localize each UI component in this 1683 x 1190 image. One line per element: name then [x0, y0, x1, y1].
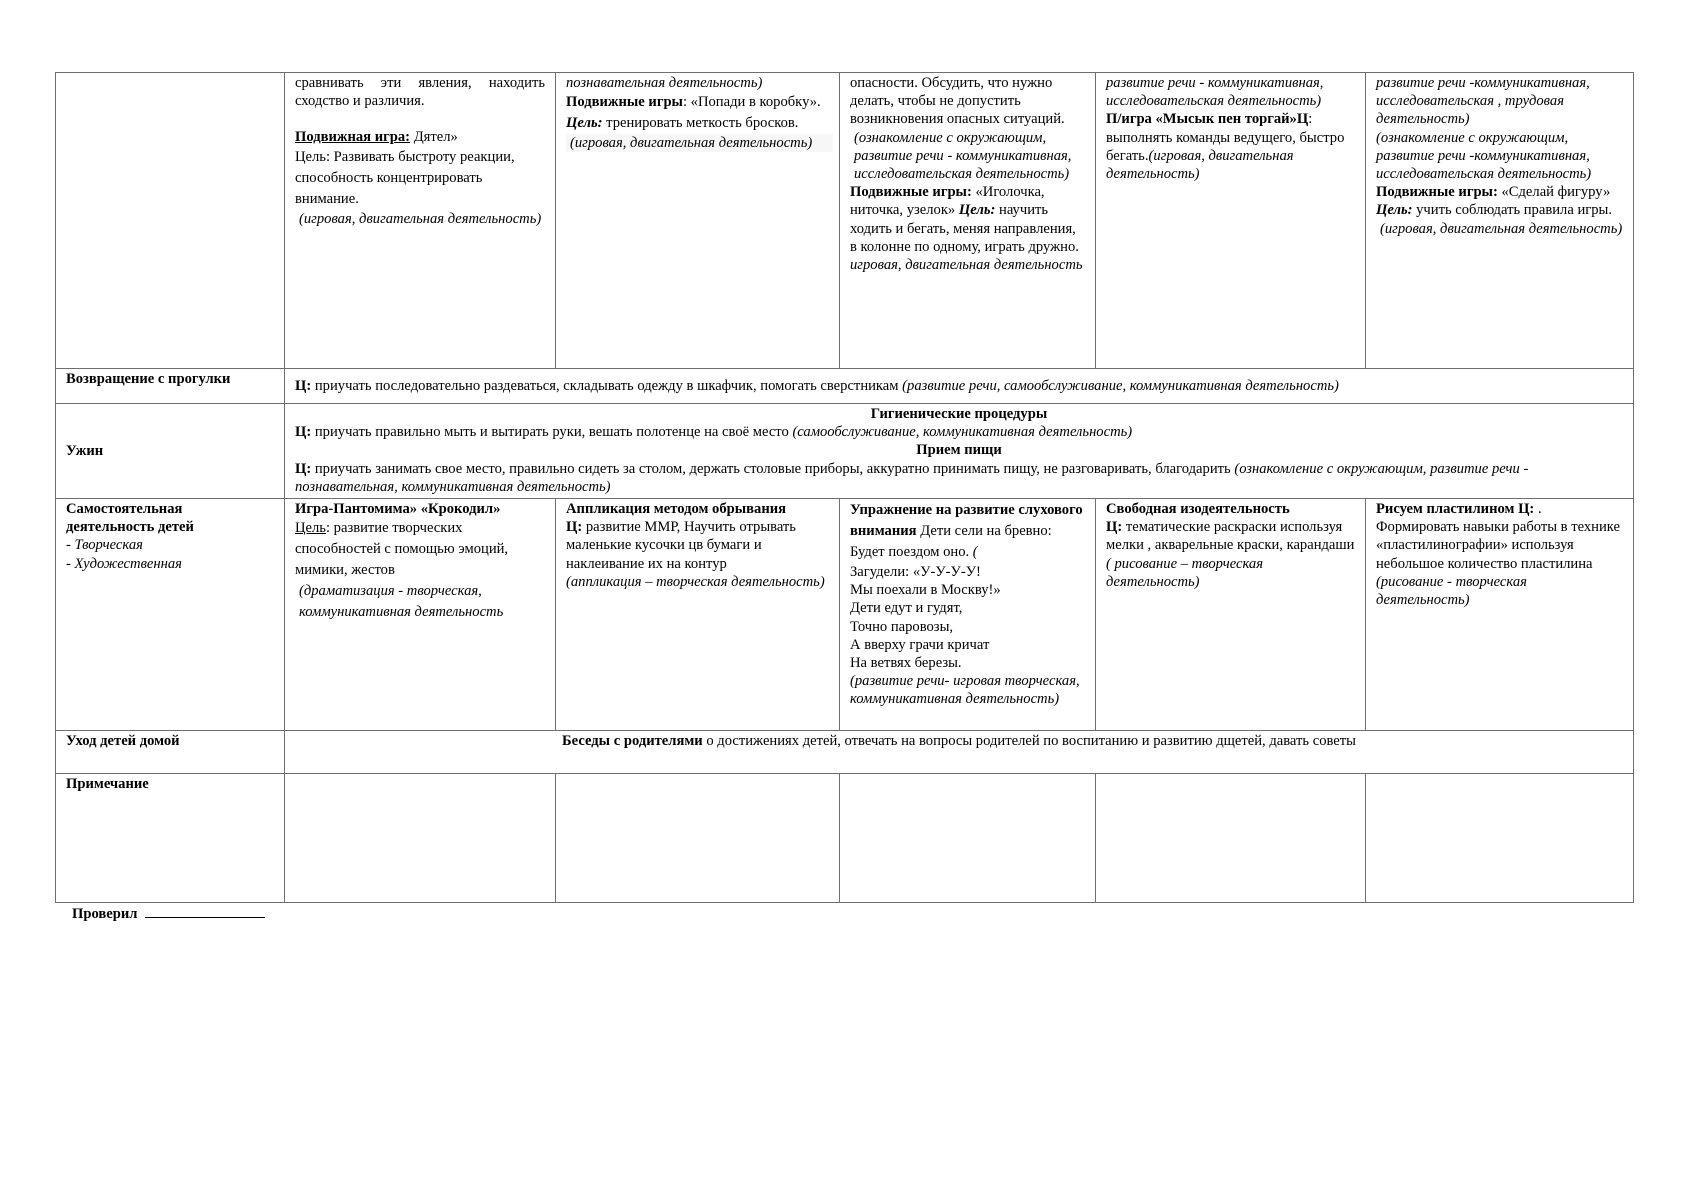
- dinner-cell: [285, 404, 1634, 499]
- ind-2-note: (драматизация - творческая, коммуникативная деятельность: [299, 583, 504, 621]
- notes-cell-2: [285, 774, 556, 903]
- walk-row: [56, 73, 1634, 369]
- notes-cell-4: [840, 774, 1096, 903]
- walk-3-games: [566, 92, 829, 113]
- ind-2-goal-label: Цель: [295, 520, 326, 537]
- walk-cell-3: [556, 73, 840, 369]
- ind-3-note: (аппликация – творческая деятельность): [566, 573, 825, 590]
- signature-line: [145, 903, 265, 918]
- independent-cell-5: [1096, 499, 1366, 731]
- return-c-label: Ц:: [295, 378, 312, 395]
- dinner-heading-hygiene: Гигиенические процедуры: [870, 406, 1048, 422]
- walk-4-text: опасности. Обсудить, что нужно делать, чтобы не допустить возникновения опасных ситуаций.: [850, 75, 1065, 128]
- return-note: (развитие речи, самообслуживание, коммуникативная деятельность): [902, 378, 1339, 395]
- ind-3-title: Аппликация методом обрывания: [566, 501, 787, 517]
- ind-6-text-body: Формировать навыки работы в технике «пластилинографии» используя небольшое количество пластилина: [1376, 519, 1621, 572]
- walk-4-games-label: Подвижные игры:: [850, 184, 972, 201]
- return-cell: [285, 369, 1634, 404]
- ind-4-poem-3: Дети едут и гудят,: [850, 600, 963, 617]
- dinner-meal-text: [295, 460, 1623, 496]
- leave-label: Уход детей домой: [56, 731, 285, 774]
- ind-6-title-tail: .: [1534, 501, 1542, 517]
- ind-6-text: [1376, 518, 1623, 609]
- walk-6-games-label: Подвижные игры:: [1376, 184, 1498, 201]
- walk-6-goal-label: Цель:: [1376, 202, 1413, 219]
- notes-row: [56, 774, 1634, 903]
- dinner-heading-meal: Прием пищи: [916, 442, 1002, 459]
- walk-4-games-name: «Иголочка, ниточка, узелок»: [850, 184, 1045, 219]
- independent-label: Самостоятельная деятельность детей: [66, 501, 194, 536]
- ind-4-text: Дети сели на бревно: Будет поездом оно.: [850, 523, 1052, 560]
- return-row: [56, 369, 1634, 404]
- walk-cell-4: [840, 73, 1096, 369]
- ind-5-text-body: тематические раскраски используя мелки , акварельные краски, карандаши: [1106, 519, 1355, 554]
- ind-4-poem-2: Мы поехали в Москву!»: [850, 582, 1001, 599]
- ind-5-title: Свободная изодеятельность: [1106, 501, 1290, 517]
- dinner-c1-text: приучать правильно мыть и вытирать руки, вешать полотенце на своё место: [311, 424, 793, 441]
- independent-sub-artistic: - Художественная: [66, 555, 182, 572]
- ind-3-c-label: Ц:: [566, 519, 583, 536]
- dinner-c2-note: (ознакомление с окружающим, развитие речи - познавательная, коммуникативная деятельность): [295, 460, 1529, 495]
- walk-5-note2: (игровая, двигательная деятельность): [1106, 147, 1294, 183]
- dinner-c1-label: Ц:: [295, 424, 312, 441]
- walk-4-goal-text: научить ходить и бегать, меняя направления, в колонне по одному, играть дружно.: [850, 202, 1079, 255]
- ind-4-poem-6: На ветвях березы.: [850, 655, 962, 672]
- walk-3-note: (игровая, двигательная деятельность): [566, 134, 833, 152]
- ind-4-note: (развитие речи- игровая творческая, коммуникативная деятельность): [850, 673, 1080, 708]
- independent-cell-3: [556, 499, 840, 731]
- independent-cell-6: [1366, 499, 1634, 731]
- notes-cell-5: [1096, 774, 1366, 903]
- ind-3-text: [566, 518, 829, 573]
- walk-6-note3: (игровая, двигательная деятельность): [1380, 220, 1623, 237]
- walk-4-note1: (ознакомление с окружающим, развитие речи - коммуникативная, исследовательская деятельность): [854, 129, 1072, 183]
- independent-label-cell: [56, 499, 285, 731]
- walk-3-goal-label: Цель:: [566, 115, 603, 132]
- independent-sub-creative: - Творческая: [66, 537, 143, 554]
- independent-cell-4: [840, 499, 1096, 731]
- walk-4-games: [850, 183, 1085, 256]
- walk-3-games-label: Подвижные игры: [566, 94, 683, 111]
- walk-label-cell: [56, 73, 285, 369]
- walk-3-goal-text: тренировать меткость бросков.: [602, 115, 799, 132]
- walk-6-note1: развитие речи -коммуникативная, исследовательская , трудовая деятельность): [1376, 75, 1590, 128]
- dinner-c2-label: Ц:: [295, 460, 312, 477]
- notes-cell-3: [556, 774, 840, 903]
- walk-4-note2: игровая, двигательная деятельность: [850, 257, 1083, 274]
- return-label: Возвращение с прогулки: [56, 369, 285, 404]
- walk-6-games-name: «Сделай фигуру»: [1497, 184, 1611, 201]
- walk-4-goal-label: Цель:: [958, 202, 996, 219]
- walk-cell-6: [1366, 73, 1634, 369]
- checked-by-label: Проверил: [72, 906, 138, 922]
- checked-by: [72, 903, 265, 923]
- walk-2-game-label: Подвижная игра:: [295, 129, 411, 146]
- notes-cell-6: [1366, 774, 1634, 903]
- ind-5-text: [1106, 518, 1355, 591]
- ind-6-title: Рисуем пластилином Ц:: [1376, 501, 1535, 517]
- ind-3-text-body: развитие ММР, Научить отрывать маленькие кусочки цв бумаги и наклеивание их на контур: [566, 519, 796, 572]
- walk-6-goal-text: учить соблюдать правила игры.: [1412, 202, 1612, 219]
- walk-3-games-name: : «Попади в коробку».: [682, 94, 821, 111]
- dinner-c2-text: приучать занимать свое место, правильно сидеть за столом, держать столовые приборы, аккуратно принимать пищу, не разговаривать, благодарить: [311, 460, 1235, 477]
- leave-bold: Беседы с родителями: [562, 733, 703, 749]
- notes-label: Примечание: [56, 774, 285, 903]
- walk-2-text: сравнивать эти явления, находить сходство и различия.: [295, 75, 545, 110]
- walk-2-game: [295, 128, 545, 146]
- dinner-hygiene-text: [295, 423, 1623, 441]
- leave-text: о достижениях детей, отвечать на вопросы родителей по воспитанию и развитию дщетей, давать советы: [702, 733, 1356, 749]
- dinner-c1-note: (самообслуживание, коммуникативная деятельность): [792, 424, 1133, 441]
- walk-5-game: [1106, 110, 1355, 183]
- ind-4-intro: [850, 500, 1085, 563]
- ind-4-title: Упражнение на развитие слухового внимания: [850, 502, 1083, 539]
- return-text: приучать последовательно раздеваться, складывать одежду в шкафчик, помогать сверстникам: [311, 378, 903, 395]
- walk-2-note: (игровая, двигательная деятельность): [299, 210, 542, 227]
- ind-2-goal: [295, 518, 545, 581]
- walk-5-note1: развитие речи - коммуникативная, исследовательская деятельность): [1106, 75, 1324, 110]
- ind-4-poem-5: А вверху грачи кричат: [850, 636, 990, 653]
- walk-2-game-name: Дятел»: [410, 129, 458, 146]
- dinner-label: Ужин: [56, 404, 285, 499]
- walk-5-game-text: : выполнять команды ведущего, быстро бегать.: [1106, 111, 1345, 164]
- ind-4-poem-1: Загудели: «У-У-У-У!: [850, 564, 981, 580]
- ind-5-c-label: Ц:: [1106, 519, 1123, 536]
- daily-plan-table: [55, 72, 1634, 903]
- ind-2-title: Игра-Пантомима» «Крокодил»: [295, 501, 501, 517]
- walk-cell-5: [1096, 73, 1366, 369]
- leave-cell: [285, 731, 1634, 774]
- independent-cell-2: [285, 499, 556, 731]
- dinner-row: [56, 404, 1634, 499]
- walk-2-goal: Цель: Развивать быстроту реакции, способность концентрировать внимание.: [295, 148, 515, 207]
- leave-row: [56, 731, 1634, 774]
- walk-6-note2: (ознакомление с окружающим, развитие речи -коммуникативная, исследовательская деятельность): [1376, 129, 1592, 183]
- walk-cell-2: [285, 73, 556, 369]
- ind-4-poem-4: Точно паровозы,: [850, 618, 954, 635]
- independent-row: [56, 499, 1634, 731]
- ind-5-note: ( рисование – творческая деятельность): [1106, 555, 1264, 590]
- walk-6-games: [1376, 183, 1623, 219]
- ind-6-note: (рисование - творческая деятельность): [1376, 573, 1527, 609]
- walk-3-goal: [566, 113, 829, 134]
- ind-4-paren: (: [972, 544, 978, 560]
- walk-5-game-label: П/игра «Мысык пен торгай»Ц: [1106, 111, 1309, 128]
- walk-3-text: познавательная деятельность): [566, 75, 763, 91]
- ind-6-title-line: [1376, 500, 1623, 518]
- ind-2-goal-text: : развитие творческих способностей с помощью эмоций, мимики, жестов: [295, 520, 509, 579]
